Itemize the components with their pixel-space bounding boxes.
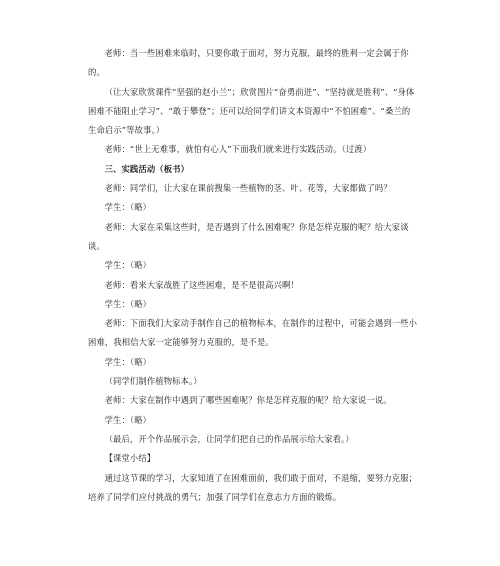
paragraph-summary: 通过这节课的学习，大家知道了在困难面前，我们敢于面对，不退缩，要努力克服；培养了同学们应付挑战的勇气；加强了同学们在意志力方面的锻炼。 xyxy=(88,472,418,502)
paragraph-student-5: 学生：（略） xyxy=(104,414,152,425)
paragraph-courseware-note: （让大家欣赏课件“坚强的赵小兰”；欣赏图片“奋勇前进”、“坚持就是胜利”、“身体困难不能阻止学习”、“敢于攀登”；还可以给同学们讲文本资源中“不怕困难”、“桑兰的生命启示”等故事。） xyxy=(88,86,415,136)
paragraph-teacher-question-1: 老师：同学们，让大家在课前搜集一些植物的茎、叶、花等，大家都做了吗？ xyxy=(104,183,392,194)
paragraph-exhibition-note: （最后，开个作品展示会，让同学们把自己的作品展示给大家看。） xyxy=(104,433,354,444)
section-heading-summary: 【课堂小结】 xyxy=(104,453,156,464)
paragraph-teacher-question-3: 老师：大家在制作中遇到了哪些困难呢？你是怎样克服的呢？给大家说一说。 xyxy=(104,395,392,406)
paragraph-teacher-question-2: 老师：大家在采集这些时，是否遇到了什么困难呢？你是怎样克服的呢？给大家谈谈。 xyxy=(88,221,409,251)
paragraph-activity-note: （同学们制作植物标本。） xyxy=(104,376,202,387)
paragraph-transition: 老师：“世上无难事，就怕有心人”下面我们就来进行实践活动。（过渡） xyxy=(104,144,372,155)
paragraph-student-3: 学生：（略） xyxy=(104,298,152,309)
document-body xyxy=(88,44,418,507)
section-heading-practice: 三、实践活动（板书） xyxy=(104,163,190,174)
paragraph-student-1: 学生：（略） xyxy=(104,202,152,213)
paragraph-student-2: 学生：（略） xyxy=(104,260,152,271)
paragraph-teacher-conclusion: 老师：当一些困难来临时，只要你敢于面对，努力克服，最终的胜利一定会属于你的。 xyxy=(88,48,409,78)
paragraph-teacher-remark: 老师：看来大家战胜了这些困难，是不是很高兴啊！ xyxy=(104,279,299,290)
paragraph-teacher-instruction: 老师：下面我们大家动手制作自己的植物标本，在制作的过程中，可能会遇到一些小困难，我相信大家一定能够努力克服的，是不是。 xyxy=(88,318,418,348)
paragraph-student-4: 学生：（略） xyxy=(104,356,152,367)
